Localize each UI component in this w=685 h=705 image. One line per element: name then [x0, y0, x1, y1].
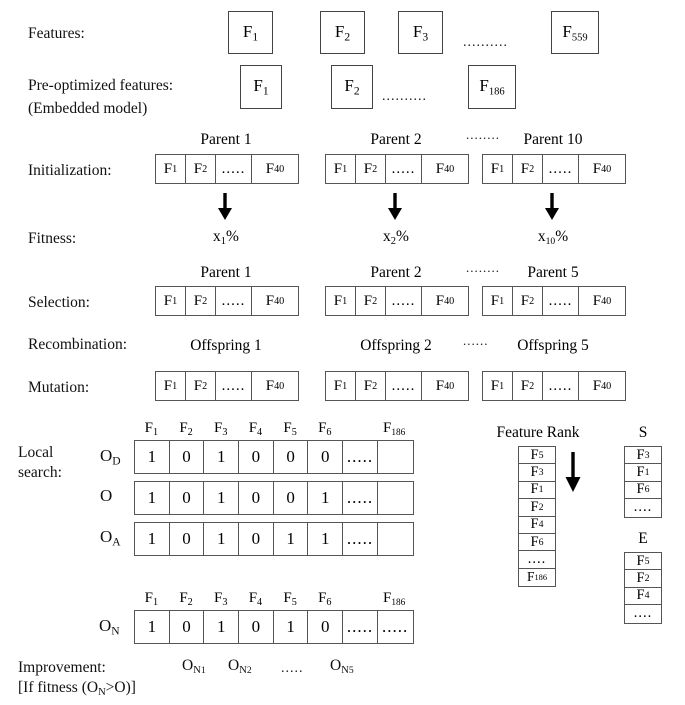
on-col-header: $F_5$ — [283, 590, 297, 609]
set-e-item-sub: 5 — [644, 555, 650, 567]
chrom-cell-sub: 1 — [499, 295, 505, 307]
feature-rank-item: F 5 — [519, 447, 555, 464]
feature-rank-item-ellipsis: .... — [519, 551, 555, 568]
set-s-item-ellipsis: .... — [633, 499, 653, 516]
chrom-cell: F 1 — [156, 287, 186, 315]
chrom-cell: F 1 — [326, 287, 356, 315]
preopt-box-f2-sub: 2 — [353, 84, 360, 98]
chrom-cell: F 1 — [483, 155, 513, 183]
mutation-row-label: Mutation: — [28, 379, 90, 396]
chrom-cell: F 2 — [186, 287, 216, 315]
chromosome-init-parent-10 — [482, 154, 626, 184]
on-column-headers — [134, 590, 412, 608]
chrom-cell-ellipsis: ..... — [386, 287, 422, 315]
arrow-down-icon-1 — [214, 193, 236, 221]
on-row — [134, 610, 414, 644]
fitness-value-1-sub: 1 — [220, 236, 227, 248]
chrom-cell-ellipsis: ..... — [543, 372, 579, 400]
chrom-cell-sub: 40 — [601, 295, 612, 307]
ls-cell: 0 — [170, 441, 205, 473]
chrom-cell-sub: 2 — [529, 380, 535, 392]
feature-box-f3-text: $F_3$ — [412, 21, 429, 44]
feature-rank-item: F 2 — [519, 499, 555, 516]
ls-cell: 1 — [308, 482, 343, 514]
fitness-value-10 — [482, 228, 624, 247]
chrom-cell: F 2 — [186, 155, 216, 183]
on-col-header-sub: 2 — [187, 597, 193, 609]
chrom-cell-sub: 40 — [601, 163, 612, 175]
preopt-box-f1 — [240, 65, 282, 109]
set-e-column — [624, 552, 662, 624]
rank-item-sub: 4 — [538, 519, 544, 531]
set-s-title: S — [638, 424, 648, 441]
arrow-down-icon-2 — [384, 193, 406, 221]
chrom-cell-sub: 2 — [202, 295, 208, 307]
features-row-ellipsis: .......... — [463, 35, 508, 50]
od-name: O — [100, 446, 113, 465]
on-cell: 1 — [274, 611, 309, 643]
ls-cell: 1 — [204, 482, 239, 514]
local-search-row-label-od — [100, 447, 121, 468]
fitness-row-label: Fitness: — [28, 230, 77, 247]
chrom-cell: F 40 — [435, 292, 455, 309]
on-col-header: $F_6$ — [318, 590, 332, 609]
feature-box-f2-sub: 2 — [344, 30, 351, 44]
on1-sub2: 1 — [200, 665, 206, 677]
on1-sub: N — [193, 665, 201, 677]
feature-box-f2 — [320, 11, 365, 54]
local-search-column-headers — [134, 420, 412, 438]
preopt-box-f2-text: $F_2$ — [344, 76, 360, 98]
ls-col-header-sub: 3 — [222, 427, 228, 439]
chrom-cell-ellipsis: ..... — [386, 155, 422, 183]
fitness-value-2-sub: 2 — [390, 236, 397, 248]
on-col-header: F186 — [383, 590, 406, 608]
chrom-cell: F 40 — [265, 377, 285, 394]
ls-cell: 1 — [204, 523, 239, 555]
feature-rank-title: Feature Rank — [496, 424, 580, 441]
init-parent-1-header: Parent 1 — [200, 131, 252, 148]
ls-col-header-sub: 2 — [187, 427, 193, 439]
ls-cell: 1 — [135, 523, 170, 555]
feature-box-f559 — [551, 11, 599, 54]
on-col-header-sub: 4 — [257, 597, 263, 609]
improvement-condition — [18, 680, 136, 699]
fitness-value-1-x: x — [213, 228, 221, 245]
set-s-item-sub: 6 — [644, 484, 650, 496]
rank-item-sub: 1 — [538, 484, 544, 496]
improvement-item-on5 — [330, 658, 354, 677]
on5-sub2: 5 — [348, 665, 354, 677]
chrom-cell-sub: 1 — [499, 380, 505, 392]
od-sub: D — [112, 454, 121, 468]
feature-box-f559-sub: 559 — [571, 32, 588, 44]
chrom-cell-sub: 1 — [342, 295, 348, 307]
chrom-cell-sub: 1 — [172, 295, 178, 307]
set-e-item: F 5 — [625, 553, 661, 570]
on-col-header-sub: 3 — [222, 597, 228, 609]
ls-col-header-sub: 5 — [291, 427, 297, 439]
feature-box-f1-text: $F_1$ — [242, 21, 259, 44]
fitness-value-10-x: x — [537, 228, 546, 245]
arrow-down-icon-rank — [562, 452, 584, 494]
ls-cell: 0 — [170, 523, 205, 555]
improvement-ellipsis: ..... — [281, 661, 304, 676]
chrom-cell-ellipsis: ..... — [216, 287, 252, 315]
chrom-cell-sub: 2 — [372, 295, 378, 307]
feature-box-f559-text: F559 — [562, 21, 588, 44]
improvement-cond-start: [If fitness (O — [18, 679, 99, 696]
chrom-cell-sub: 1 — [342, 163, 348, 175]
fitness-value-2-x: x — [383, 228, 391, 245]
fitness-value-10-pct: % — [555, 228, 569, 245]
chrom-cell: F 40 — [265, 292, 285, 309]
chrom-cell-ellipsis: ..... — [543, 287, 579, 315]
ls-col-header: $F_3$ — [214, 420, 228, 439]
chrom-cell-ellipsis: ..... — [216, 155, 252, 183]
rank-item-sub: 2 — [538, 501, 544, 513]
chrom-cell-sub: 2 — [372, 163, 378, 175]
fitness-value-1-pct: % — [226, 228, 239, 245]
set-s-column — [624, 446, 662, 518]
improvement-item-on1 — [182, 658, 206, 677]
on-col-header: $F_1$ — [144, 590, 159, 609]
chrom-cell-sub: 40 — [274, 380, 285, 392]
chrom-cell: F 40 — [592, 160, 612, 177]
chrom-cell: F 40 — [592, 377, 612, 394]
offspring-1-header: Offspring 1 — [190, 337, 262, 354]
chrom-cell-sub: 1 — [499, 163, 505, 175]
set-e-title: E — [638, 530, 648, 547]
feature-box-f1-sub: 1 — [252, 30, 259, 44]
on-cell-ellipsis: ..... — [382, 617, 409, 636]
ls-col-header: $F_6$ — [318, 420, 332, 439]
chrom-cell-ellipsis: ..... — [386, 372, 422, 400]
ls-col-header-blank — [342, 420, 377, 438]
preopt-box-f1-text: $F_1$ — [253, 76, 269, 98]
on-cell: 1 — [204, 611, 239, 643]
chromosome-mutation-1 — [155, 371, 299, 401]
chromosome-selection-parent-1 — [155, 286, 299, 316]
ls-cell-ellipsis: ..... — [343, 523, 378, 555]
chrom-cell: F 40 — [435, 377, 455, 394]
feature-rank-item: F 1 — [519, 482, 555, 499]
feature-rank-item: F 186 — [526, 569, 548, 585]
on-cell: 0 — [239, 611, 274, 643]
ls-cell: 0 — [274, 482, 309, 514]
chrom-cell-sub: 1 — [172, 163, 178, 175]
initialization-row-label: Initialization: — [28, 162, 112, 179]
chromosome-mutation-2 — [325, 371, 469, 401]
ls-cell: 1 — [135, 482, 170, 514]
set-e-item: F 4 — [625, 588, 661, 605]
chrom-cell-sub: 40 — [444, 380, 455, 392]
features-row-label: Features: — [28, 25, 85, 42]
on5-sub: N — [341, 665, 349, 677]
ls-cell-ellipsis: ..... — [343, 441, 378, 473]
preopt-row-ellipsis: .......... — [382, 89, 427, 104]
recombination-row-label: Recombination: — [28, 336, 128, 353]
chrom-cell-sub: 40 — [601, 380, 612, 392]
chrom-cell: F 2 — [356, 372, 386, 400]
chrom-cell-sub: 40 — [444, 295, 455, 307]
chrom-cell-ellipsis: ..... — [216, 372, 252, 400]
chrom-cell: F 1 — [156, 372, 186, 400]
set-s-item-sub: 3 — [644, 449, 650, 461]
chrom-cell-sub: 2 — [529, 163, 535, 175]
ls-cell-blank — [378, 523, 413, 555]
on-col-header-sub: 186 — [391, 597, 406, 608]
on2-sub: N — [239, 665, 247, 677]
ls-col-header: $F_5$ — [283, 420, 297, 439]
set-s-item: F 1 — [625, 464, 661, 481]
fitness-value-1 — [155, 228, 297, 247]
chromosome-mutation-5 — [482, 371, 626, 401]
init-header-ellipsis: ........ — [466, 127, 500, 142]
on-sub: N — [111, 624, 120, 638]
on-cell-ellipsis: ..... — [343, 611, 378, 643]
chrom-cell-sub: 1 — [342, 380, 348, 392]
init-parent-2-header: Parent 2 — [370, 131, 422, 148]
chrom-cell: F 2 — [356, 287, 386, 315]
chrom-cell: F 1 — [483, 372, 513, 400]
ls-cell: 0 — [308, 441, 343, 473]
chromosome-selection-parent-5 — [482, 286, 626, 316]
chrom-cell: F 2 — [513, 155, 543, 183]
ls-cell: 0 — [274, 441, 309, 473]
local-search-row-oa — [134, 522, 414, 556]
arrow-down-icon-3 — [541, 193, 563, 221]
on-cell: 1 — [135, 611, 170, 643]
feature-box-f3-sub: 3 — [422, 30, 429, 44]
feature-box-f2-text: $F_2$ — [334, 21, 351, 44]
local-search-row-label-oa — [100, 528, 121, 549]
ls-cell: 0 — [239, 523, 274, 555]
feature-rank-item: F 6 — [519, 534, 555, 551]
set-e-item-sub: 2 — [644, 573, 650, 585]
ls-col-header: F186 — [383, 420, 406, 438]
on1-name: O — [182, 657, 194, 674]
preopt-box-f186-text: F186 — [479, 76, 505, 98]
local-search-row-o — [134, 481, 414, 515]
rank-item-sub: 6 — [538, 536, 544, 548]
selection-header-ellipsis: ........ — [466, 260, 500, 275]
improvement-cond-end: >O)] — [105, 679, 136, 696]
feature-rank-item: F 4 — [519, 517, 555, 534]
chrom-cell: F 2 — [513, 287, 543, 315]
chrom-cell-sub: 40 — [274, 295, 285, 307]
set-e-item-sub: 4 — [644, 590, 650, 602]
ls-col-header: $F_1$ — [144, 420, 159, 439]
ls-cell: 1 — [135, 441, 170, 473]
on-col-header-sub: 1 — [152, 597, 159, 609]
improvement-cond-sub: N — [98, 687, 106, 699]
on-col-header-sub: 5 — [291, 597, 297, 609]
feature-rank-item: F 3 — [519, 464, 555, 481]
o-name: O — [100, 486, 113, 505]
chrom-cell-sub: 2 — [202, 380, 208, 392]
rank-item-sub: 186 — [534, 572, 548, 582]
ls-cell: 0 — [239, 441, 274, 473]
local-search-label-line2: search: — [18, 464, 62, 481]
preopt-box-f1-sub: 1 — [262, 84, 269, 98]
offspring-2-header: Offspring 2 — [360, 337, 432, 354]
chrom-cell: F 1 — [326, 372, 356, 400]
set-e-item-ellipsis: .... — [633, 605, 653, 622]
ls-col-header-sub: 1 — [152, 427, 159, 439]
on-row-label — [99, 617, 120, 638]
on-col-header: $F_2$ — [179, 590, 193, 609]
improvement-row-label: Improvement: — [18, 659, 106, 676]
ls-cell-blank — [378, 441, 413, 473]
selection-parent-1-header: Parent 1 — [200, 264, 252, 281]
ls-col-header: $F_4$ — [248, 420, 263, 439]
chrom-cell: F 2 — [513, 372, 543, 400]
ls-cell: 0 — [239, 482, 274, 514]
preopt-box-f2 — [331, 65, 373, 109]
on-cell: 0 — [170, 611, 205, 643]
oa-name: O — [100, 527, 113, 546]
on-col-header: $F_3$ — [214, 590, 228, 609]
fitness-value-10-sub: 10 — [545, 236, 556, 248]
ls-cell-blank — [378, 482, 413, 514]
chrom-cell-sub: 40 — [274, 163, 285, 175]
preopt-box-f186 — [468, 65, 516, 109]
chromosome-init-parent-2 — [325, 154, 469, 184]
chrom-cell: F 2 — [186, 372, 216, 400]
chrom-cell: F 1 — [326, 155, 356, 183]
feature-box-f3 — [398, 11, 443, 54]
set-s-item-sub: 1 — [644, 467, 650, 479]
feature-box-f1 — [228, 11, 273, 54]
ls-cell: 1 — [274, 523, 309, 555]
chrom-cell-ellipsis: ..... — [543, 155, 579, 183]
on2-sub2: 2 — [246, 665, 252, 677]
ls-col-header: $F_2$ — [179, 420, 193, 439]
set-e-item: F 2 — [625, 570, 661, 587]
ls-cell: 1 — [204, 441, 239, 473]
local-search-row-od — [134, 440, 414, 474]
init-parent-10-header: Parent 10 — [523, 131, 583, 148]
local-search-row-label-o — [100, 487, 112, 505]
on-col-header-sub: 6 — [326, 597, 332, 609]
chrom-cell: F 40 — [435, 160, 455, 177]
oa-sub: A — [112, 535, 121, 549]
embedded-model-label: (Embedded model) — [28, 100, 148, 117]
ls-cell: 1 — [308, 523, 343, 555]
on5-name: O — [330, 657, 342, 674]
chrom-cell-sub: 1 — [172, 380, 178, 392]
improvement-item-on2 — [228, 658, 252, 677]
selection-parent-2-header: Parent 2 — [370, 264, 422, 281]
chrom-cell-sub: 40 — [444, 163, 455, 175]
chromosome-selection-parent-2 — [325, 286, 469, 316]
ls-col-header-sub: 6 — [326, 427, 332, 439]
on-name: O — [99, 616, 112, 635]
on-col-header-blank — [342, 590, 377, 608]
ls-col-header-sub: 4 — [257, 427, 263, 439]
rank-item-sub: 3 — [538, 467, 544, 479]
chrom-cell: F 40 — [265, 160, 285, 177]
chrom-cell-sub: 2 — [202, 163, 208, 175]
chrom-cell: F 1 — [483, 287, 513, 315]
ls-cell-ellipsis: ..... — [343, 482, 378, 514]
offspring-5-header: Offspring 5 — [517, 337, 589, 354]
selection-row-label: Selection: — [28, 294, 90, 311]
set-s-item: F 3 — [625, 447, 661, 464]
fitness-value-2-pct: % — [396, 228, 409, 245]
chrom-cell: F 1 — [156, 155, 186, 183]
recombination-header-ellipsis: ...... — [463, 333, 489, 348]
fitness-value-2 — [325, 228, 467, 247]
rank-item-sub: 5 — [538, 449, 544, 461]
selection-parent-5-header: Parent 5 — [527, 264, 579, 281]
chrom-cell: F 40 — [592, 292, 612, 309]
chromosome-init-parent-1 — [155, 154, 299, 184]
on-cell: 0 — [308, 611, 343, 643]
chrom-cell: F 2 — [356, 155, 386, 183]
preoptimized-row-label: Pre-optimized features: — [28, 77, 174, 94]
chrom-cell-sub: 2 — [372, 380, 378, 392]
local-search-label-line1: Local — [18, 444, 54, 461]
on2-name: O — [228, 657, 240, 674]
feature-rank-column — [518, 446, 556, 587]
preopt-box-f186-sub: 186 — [488, 86, 505, 98]
on-col-header: $F_4$ — [248, 590, 263, 609]
set-s-item: F 6 — [625, 482, 661, 499]
chrom-cell-sub: 2 — [529, 295, 535, 307]
ls-col-header-sub: 186 — [391, 427, 406, 438]
ls-cell: 0 — [170, 482, 205, 514]
